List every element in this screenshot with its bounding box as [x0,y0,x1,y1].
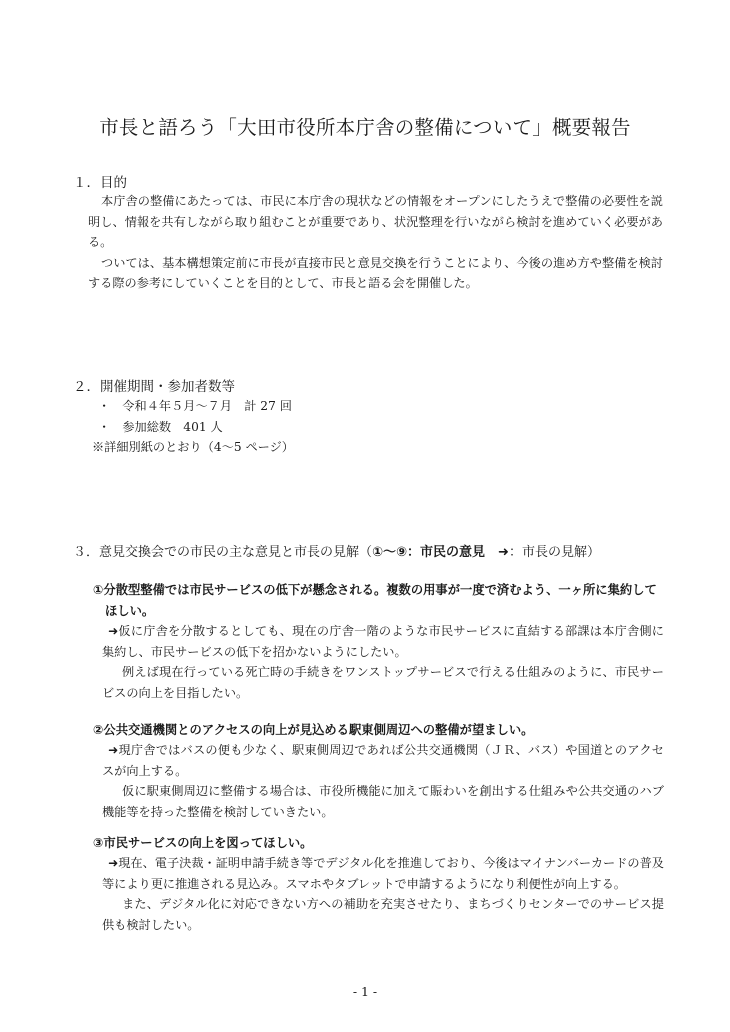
response-more: 例えば現在行っている死亡時の手続きをワンストップサービスで行える仕組みのように、市民サービスの向上を目指したい。 [102,665,664,700]
arrow-icon: ➜ [108,743,119,757]
section-3-heading [73,541,600,560]
section-1-paragraph-1: 本庁舎の整備にあたっては、市民に本庁舎の現状などの情報をオープンにしたうえで整備の必要性を説明し、情報を共有しながら取り組むことが重要であり、状況整理を行いながら検討を進めていく必要がある。 [88,194,663,249]
opinion-1-text: ①分散型整備では市民サービスの低下が懸念される。複数の用事が一度で済むよう、一ヶ所に集約してほしい。 [93,583,657,618]
arrow-icon: ➜ [498,545,509,560]
response-first: 現庁舎ではバスの便も少なく、駅東側周辺であれば公共交通機関（ＪＲ、バス）や国道とのアクセスが向上する。 [102,743,664,778]
opinion-2-text: ②公共交通機関とのアクセスの向上が見込める駅東側周辺への整備が望ましい。 [93,723,534,737]
opinion-2-title [93,720,663,741]
response-first: 現在、電子決裁・証明申請手続き等でデジタル化を推進しており、今後はマイナンバーカードの普及等により更に推進される見込み。スマホやタブレットで申請するようになり利便性が向上する。 [102,856,664,891]
section-2-list [92,396,294,458]
section-3-heading-text: ３．意見交換会での市民の主な意見と市長の見解（ [73,545,373,560]
list-item: ・ 参加総数 401 人 [98,419,223,434]
legend-opinion: ①～⑨：市民の意見 [372,545,499,560]
section-1-heading: １．目的 [73,175,127,191]
section-1-body [88,191,663,294]
opinion-3-response [102,853,664,935]
document-title: 市長と語ろう「大田市役所本庁舎の整備について」概要報告 [99,116,631,139]
legend-mayor: ：市長の見解） [508,545,600,560]
response-more: 仮に駅東側周辺に整備する場合は、市役所機能に加えて賑わいを創出する仕組みや公共交通のハブ機能等を持った整備を検討していきたい。 [102,784,664,819]
section-2-note: ※詳細別紙のとおり（4～5 ページ） [92,440,294,454]
opinion-3-title [93,833,663,854]
opinion-1-title [93,580,663,621]
section-1-paragraph-2: ついては、基本構想策定前に市長が直接市民と意見交換を行うことにより、今後の進め方や整備を検討する際の参考にしていくことを目的として、市長と語る会を開催した。 [88,255,663,290]
opinion-2-response [102,740,664,822]
arrow-icon: ➜ [108,856,119,870]
opinion-1-response [102,621,664,703]
response-more: また、デジタル化に対応できない方への補助を充実させたり、まちづくりセンターでのサービス提供も検討したい。 [102,897,664,932]
response-first: 仮に庁舎を分散するとしても、現在の庁舎一階のような市民サービスに直結する部課は本庁舎側に集約し、市民サービスの低下を招かないようにしたい。 [102,624,664,659]
page-number: - 1 - [352,984,378,999]
opinion-3-text: ③市民サービスの向上を図ってほしい。 [93,836,313,850]
section-2-heading: ２．開催期間・参加者数等 [73,379,235,395]
arrow-icon: ➜ [108,624,119,638]
list-item: ・ 令和４年５月～７月 計 27 回 [98,399,292,413]
